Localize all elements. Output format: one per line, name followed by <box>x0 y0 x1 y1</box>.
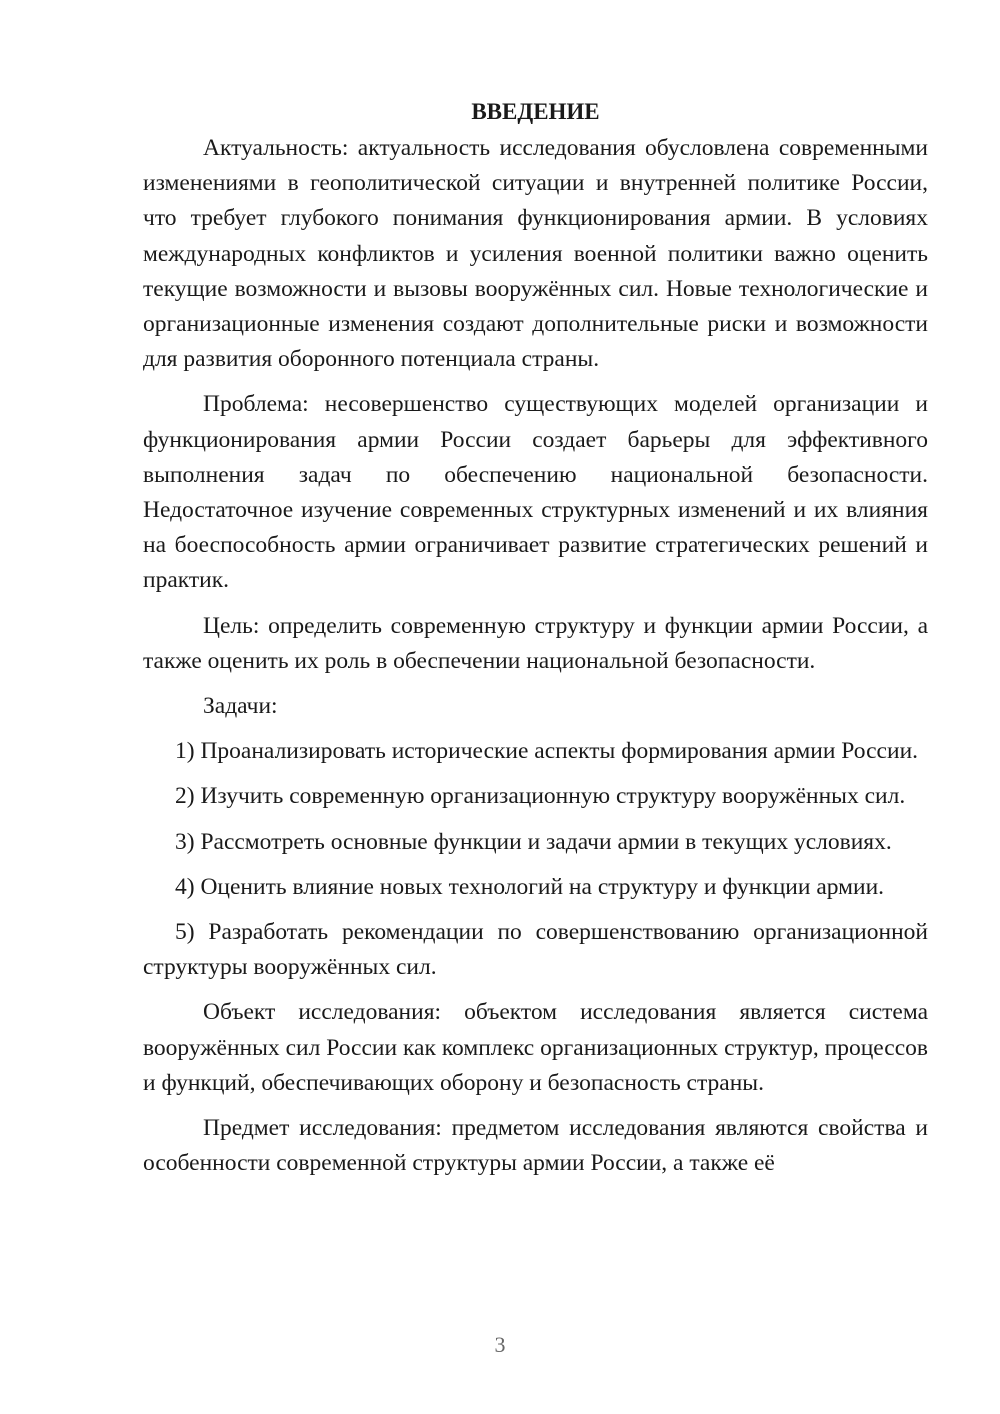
paragraph-subject: Предмет исследования: предметом исследования являются свойства и особенности современной структуры армии России, а также её <box>143 1115 928 1177</box>
task-item-3: 3) Рассмотреть основные функции и задачи армии в текущих условиях. <box>175 828 892 855</box>
paragraph-problem: Проблема: несовершенство существующих моделей организации и функционирования армии России создает барьеры для эффективного выполнения задач по обеспечению национальной безопасности. Недостаточное изучение современных структурных изменений и их влияния на боеспособность армии ограничивает развитие стратегических решений и практик. <box>143 391 928 594</box>
section-title: ВВЕДЕНИЕ <box>471 99 600 124</box>
task-item-5: 5) Разработать рекомендации по совершенствованию организационной структуры вооружённых сил. <box>143 919 928 981</box>
paragraph-object: Объект исследования: объектом исследования является система вооружённых сил России как комплекс организационных структур, процессов и функций, обеспечивающих оборону и безопасность страны. <box>143 999 928 1096</box>
paragraph-relevance: Актуальность: актуальность исследования обусловлена современными изменениями в геополитической ситуации и внутренней политике России, что требует глубокого понимания функционирования армии. В условиях международных конфликтов и усиления военной политики важно оценить текущие возможности и вызовы вооружённых сил. Новые технологические и организационные изменения создают дополнительные риски и возможности для развития оборонного потенциала страны. <box>143 135 928 373</box>
task-item-2: 2) Изучить современную организационную структуру вооружённых сил. <box>175 783 906 810</box>
page-number: 3 <box>494 1332 506 1357</box>
task-item-4: 4) Оценить влияние новых технологий на структуру и функции армии. <box>175 873 885 900</box>
task-item-1: 1) Проанализировать исторические аспекты формирования армии России. <box>175 738 919 765</box>
paragraph-tasks-heading: Задачи: <box>203 693 278 720</box>
paragraph-goal: Цель: определить современную структуру и функции армии России, а также оценить их роль в обеспечении национальной безопасности. <box>143 612 928 674</box>
document-body <box>143 94 928 1191</box>
